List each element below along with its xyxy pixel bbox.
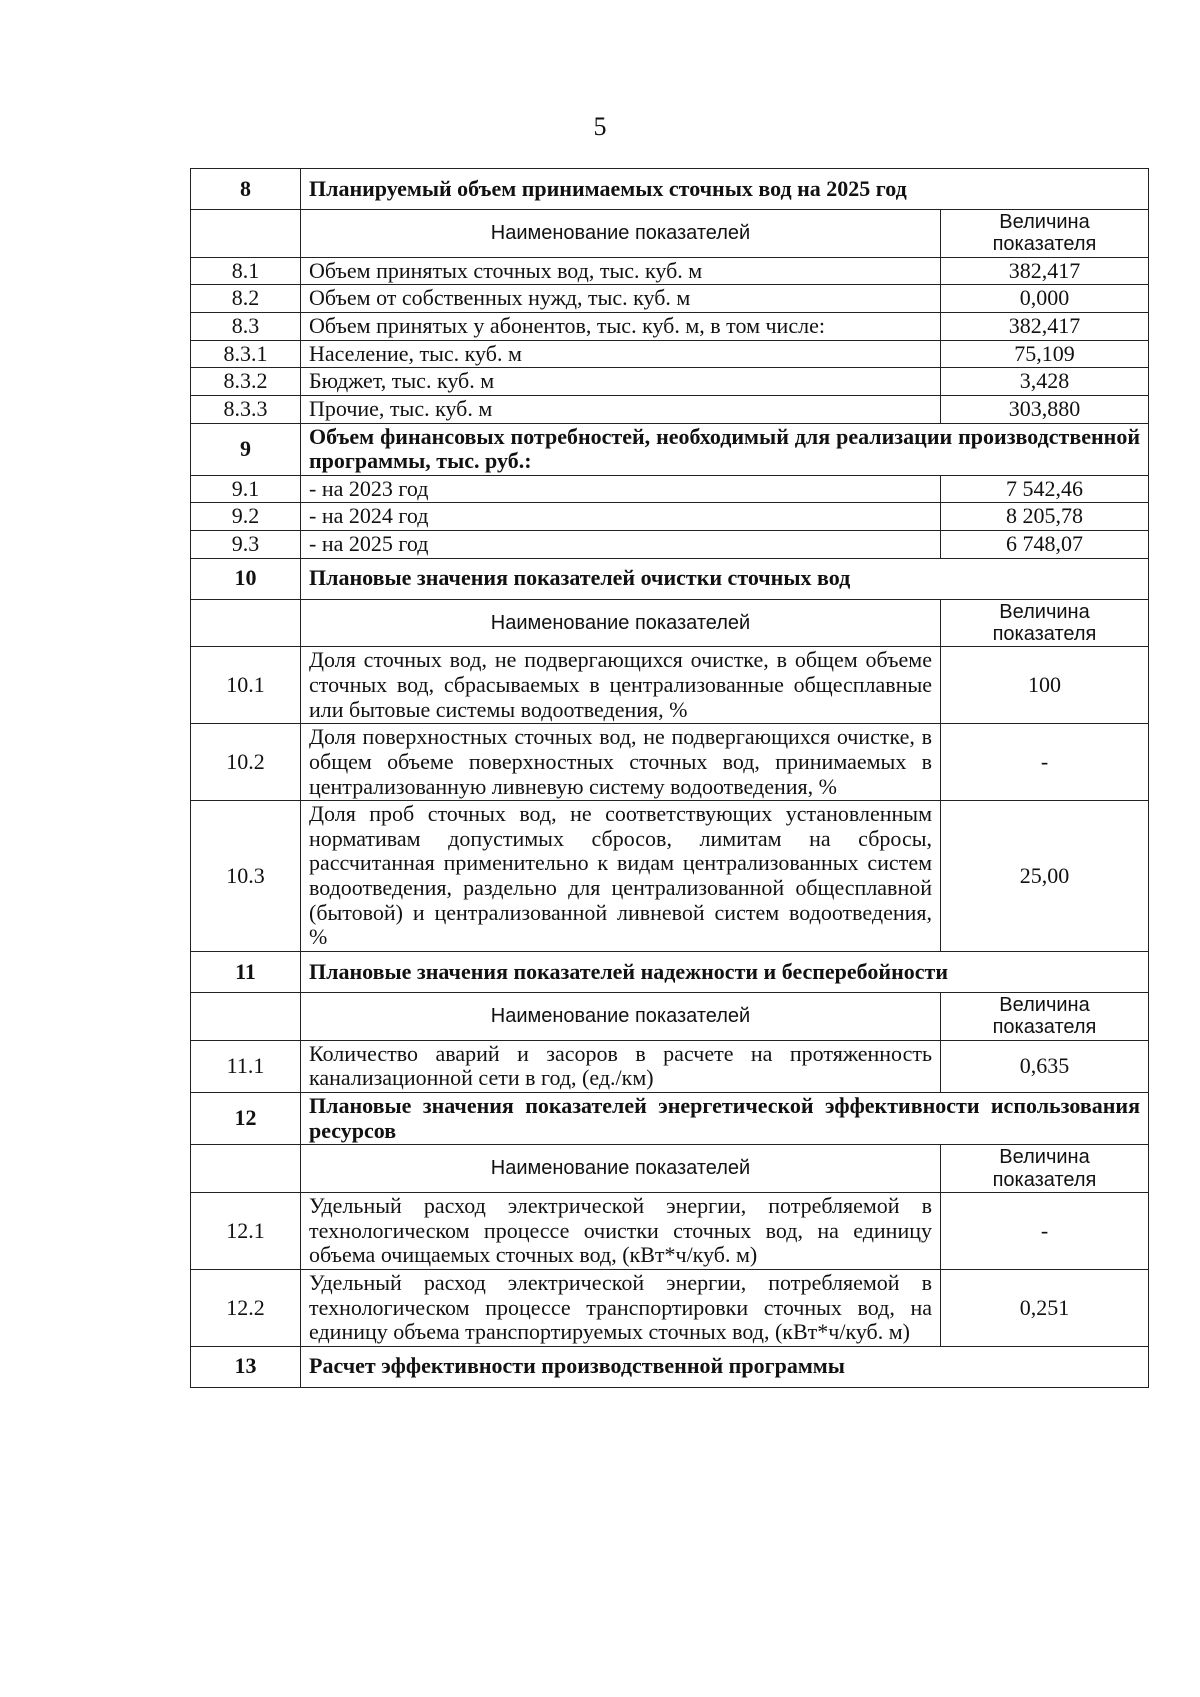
row-number: 8.3.3 <box>191 395 301 423</box>
row-text: Объем принятых у абонентов, тыс. куб. м, в том числе: <box>301 313 941 341</box>
row-number: 9.1 <box>191 475 301 503</box>
row-text: Доля сточных вод, не подвергающихся очистке, в общем объеме сточных вод, сбрасываемых в централизованные общесплавные или бытовые системы водоотведения, % <box>301 647 941 724</box>
row-value: 7 542,46 <box>941 475 1149 503</box>
row-text: Объем принятых сточных вод, тыс. куб. м <box>301 257 941 285</box>
row-number: 9.3 <box>191 531 301 559</box>
row-value: 303,880 <box>941 395 1149 423</box>
page-number: 5 <box>593 112 607 141</box>
row-number: 9.2 <box>191 503 301 531</box>
section-row <box>191 1092 1149 1144</box>
column-header-name: Наименование показателей <box>301 1145 941 1193</box>
section-number: 10 <box>191 558 301 599</box>
row-number: 8.3.2 <box>191 368 301 396</box>
table-row <box>191 475 1149 503</box>
row-text: Прочие, тыс. куб. м <box>301 395 941 423</box>
indicators-table <box>190 168 1149 1388</box>
section-title: Плановые значения показателей надежности и бесперебойности <box>301 951 1149 992</box>
table-header-row <box>191 992 1149 1040</box>
row-value: 0,251 <box>941 1269 1149 1346</box>
section-number: 13 <box>191 1346 301 1387</box>
table-header-row <box>191 1145 1149 1193</box>
section-number: 11 <box>191 951 301 992</box>
row-number: 10.3 <box>191 801 301 952</box>
row-text: - на 2023 год <box>301 475 941 503</box>
section-row <box>191 951 1149 992</box>
header-empty-cell <box>191 1145 301 1193</box>
row-value: 382,417 <box>941 257 1149 285</box>
table-header-row <box>191 210 1149 258</box>
column-header-name: Наименование показателей <box>301 599 941 647</box>
section-title: Расчет эффективности производственной программы <box>301 1346 1149 1387</box>
column-header-value: Величина показателя <box>941 992 1149 1040</box>
section-row <box>191 558 1149 599</box>
row-number: 8.2 <box>191 285 301 313</box>
header-empty-cell <box>191 210 301 258</box>
table-row <box>191 257 1149 285</box>
table-row <box>191 503 1149 531</box>
row-value: 75,109 <box>941 340 1149 368</box>
row-number: 12.1 <box>191 1193 301 1270</box>
table-row <box>191 647 1149 724</box>
row-value: 8 205,78 <box>941 503 1149 531</box>
section-title: Планируемый объем принимаемых сточных вод на 2025 год <box>301 169 1149 210</box>
table-header-row <box>191 599 1149 647</box>
section-row <box>191 423 1149 475</box>
column-header-value: Величина показателя <box>941 1145 1149 1193</box>
section-number: 8 <box>191 169 301 210</box>
table-row <box>191 531 1149 559</box>
row-value: 100 <box>941 647 1149 724</box>
row-value: 3,428 <box>941 368 1149 396</box>
row-text: Доля проб сточных вод, не соответствующих установленным нормативам допустимых сбросов, лимитам на сбросы, рассчитанная применительно к видам централизованных систем водоотведения, раздельно для централизованной общесплавной (бытовой) и централизованной ливневой систем водоотведения, % <box>301 801 941 952</box>
row-text: Удельный расход электрической энергии, потребляемой в технологическом процессе очистки сточных вод, на единицу объема очищаемых сточных вод, (кВт*ч/куб. м) <box>301 1193 941 1270</box>
header-empty-cell <box>191 992 301 1040</box>
table-row <box>191 285 1149 313</box>
row-number: 11.1 <box>191 1040 301 1092</box>
row-value: 0,000 <box>941 285 1149 313</box>
column-header-name: Наименование показателей <box>301 210 941 258</box>
section-number: 9 <box>191 423 301 475</box>
table-row <box>191 724 1149 801</box>
row-number: 10.1 <box>191 647 301 724</box>
row-value: 6 748,07 <box>941 531 1149 559</box>
row-value: 25,00 <box>941 801 1149 952</box>
section-row <box>191 169 1149 210</box>
section-title: Плановые значения показателей очистки сточных вод <box>301 558 1149 599</box>
table-row <box>191 801 1149 952</box>
row-text: Доля поверхностных сточных вод, не подвергающихся очистке, в общем объеме поверхностных сточных вод, принимаемых в централизованную ливневую систему водоотведения, % <box>301 724 941 801</box>
section-title: Объем финансовых потребностей, необходимый для реализации производственной программы, тыс. руб.: <box>301 423 1149 475</box>
row-text: Бюджет, тыс. куб. м <box>301 368 941 396</box>
row-text: Население, тыс. куб. м <box>301 340 941 368</box>
table-row <box>191 1269 1149 1346</box>
column-header-value: Величина показателя <box>941 599 1149 647</box>
table-row <box>191 395 1149 423</box>
row-value: 382,417 <box>941 313 1149 341</box>
row-value: - <box>941 724 1149 801</box>
row-number: 8.3.1 <box>191 340 301 368</box>
table-row <box>191 340 1149 368</box>
column-header-value: Величина показателя <box>941 210 1149 258</box>
row-number: 8.1 <box>191 257 301 285</box>
row-number: 12.2 <box>191 1269 301 1346</box>
row-value: 0,635 <box>941 1040 1149 1092</box>
row-text: Удельный расход электрической энергии, потребляемой в технологическом процессе транспортировки сточных вод, на единицу объема транспортируемых сточных вод, (кВт*ч/куб. м) <box>301 1269 941 1346</box>
row-value: - <box>941 1193 1149 1270</box>
table-row <box>191 368 1149 396</box>
row-text: Количество аварий и засоров в расчете на протяженность канализационной сети в год, (ед./км) <box>301 1040 941 1092</box>
table-row <box>191 1040 1149 1092</box>
row-number: 10.2 <box>191 724 301 801</box>
section-title: Плановые значения показателей энергетической эффективности использования ресурсов <box>301 1092 1149 1144</box>
row-number: 8.3 <box>191 313 301 341</box>
column-header-name: Наименование показателей <box>301 992 941 1040</box>
section-row <box>191 1346 1149 1387</box>
table-row <box>191 313 1149 341</box>
row-text: - на 2025 год <box>301 531 941 559</box>
header-empty-cell <box>191 599 301 647</box>
table-row <box>191 1193 1149 1270</box>
row-text: - на 2024 год <box>301 503 941 531</box>
row-text: Объем от собственных нужд, тыс. куб. м <box>301 285 941 313</box>
section-number: 12 <box>191 1092 301 1144</box>
